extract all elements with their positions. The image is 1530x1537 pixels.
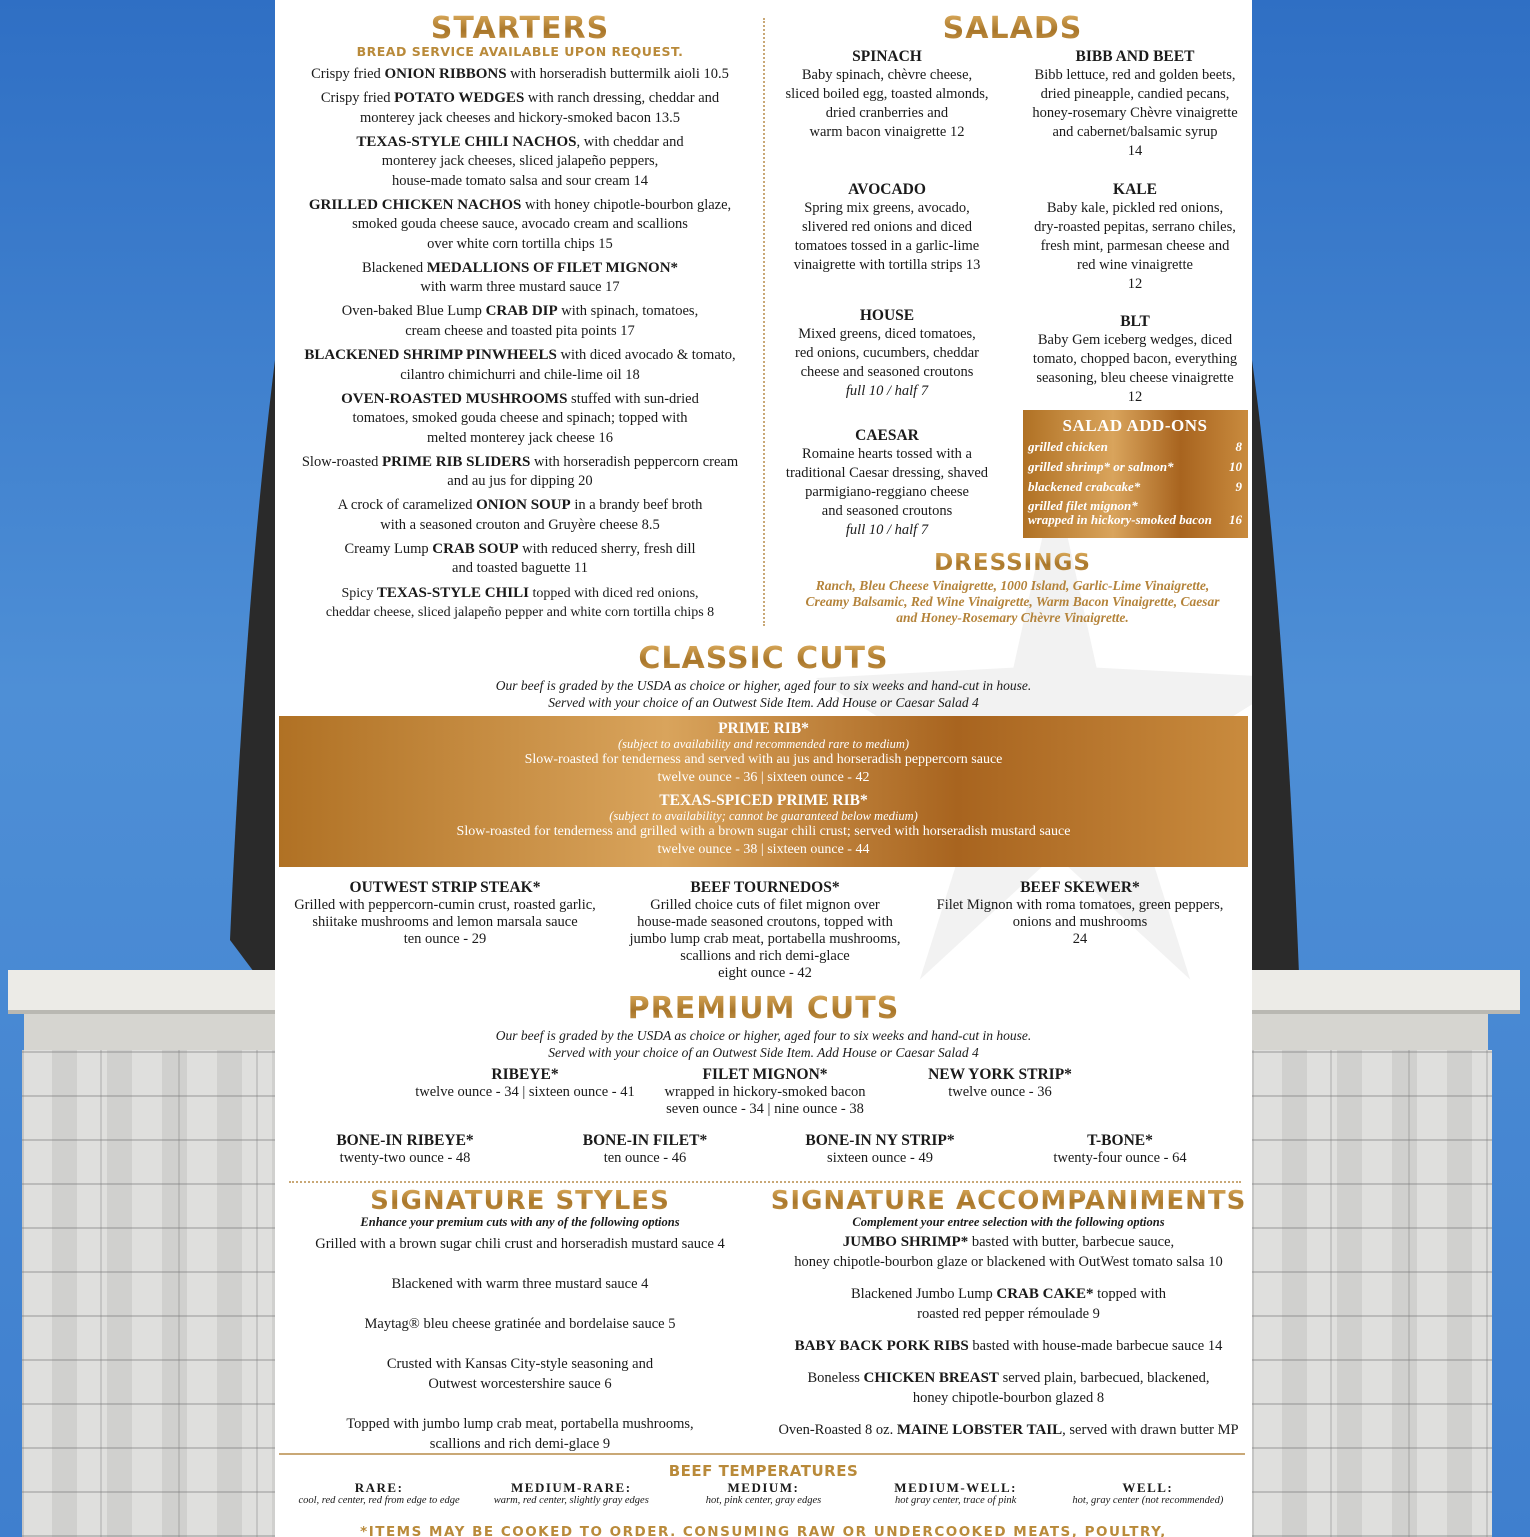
salad-desc-line: tomato, chopped bacon, everything — [1032, 351, 1238, 367]
addon-name: grilled shrimp* or salmon* — [1028, 459, 1174, 474]
signature-styles-title: SIGNATURE STYLES — [285, 1188, 755, 1214]
temp-desc: hot, gray center (not recommended) — [1072, 1495, 1224, 1506]
starter-pre: Spicy — [341, 585, 377, 601]
classic-note-1: Our beef is graded by the USDA as choice or higher, aged four to six weeks and hand-cut in house. — [495, 678, 1032, 693]
salad-name: CAESAR — [855, 427, 919, 444]
salad-addons-box — [1023, 410, 1248, 538]
cut-beef-tournedos — [605, 878, 925, 982]
style-item — [285, 1354, 755, 1394]
starter-name: BLACKENED SHRIMP PINWHEELS — [304, 347, 557, 364]
stone-cap2-right — [1252, 1014, 1488, 1050]
accomp-name: MAINE LOBSTER TAIL — [896, 1422, 1063, 1438]
accomp-item — [765, 1232, 1252, 1272]
starter-desc-line: smoked gouda cheese sauce, avocado cream and scallions — [352, 216, 688, 233]
salad-desc-line: parmigiano-reggiano cheese — [805, 484, 969, 500]
salad-desc-line: warm bacon vinaigrette 12 — [809, 124, 965, 140]
roof-right-shape — [1252, 360, 1300, 1000]
prime-rib-sub: (subject to availability and recommended rare to medium) — [617, 737, 910, 751]
starter-item — [285, 259, 755, 298]
temps-divider — [279, 1453, 1245, 1455]
cut-desc-line: sixteen ounce - 49 — [827, 1150, 933, 1166]
starter-item — [285, 390, 755, 449]
salad-house — [775, 306, 999, 401]
addons-title: SALAD ADD-ONS — [1062, 416, 1208, 435]
texas-prime-rib-sub: (subject to availability; cannot be guaranteed below medium) — [609, 809, 918, 823]
cut-name: BONE-IN FILET* — [582, 1132, 708, 1149]
salad-desc-line: Baby spinach, chèvre cheese, — [801, 67, 973, 83]
accomp-name: BABY BACK PORK RIBS — [794, 1338, 969, 1354]
temp-desc: hot gray center, trace of pink — [895, 1495, 1017, 1506]
temp-name: MEDIUM: — [727, 1480, 800, 1495]
starter-desc: , with cheddar and — [576, 133, 684, 150]
cut-name: RIBEYE* — [491, 1066, 559, 1083]
starter-desc-line: over white corn tortilla chips 15 — [427, 235, 613, 252]
accomp-line — [765, 1420, 1252, 1440]
starter-desc: with diced avocado & tomato, — [556, 347, 736, 364]
salad-desc-line: traditional Caesar dressing, shaved — [785, 465, 989, 481]
premium-divider — [289, 1181, 1241, 1183]
style-item — [285, 1314, 755, 1334]
accomp-line — [765, 1284, 1252, 1304]
starter-name: GRILLED CHICKEN NACHOS — [308, 196, 522, 213]
accomp-desc: basted with butter, barbecue sauce, — [968, 1234, 1175, 1250]
texas-prime-rib-name: TEXAS-SPICED PRIME RIB* — [659, 792, 868, 809]
starter-item — [285, 133, 755, 192]
accomp-desc-line: honey chipotle-bourbon glazed 8 — [912, 1390, 1105, 1406]
salad-name: SPINACH — [852, 48, 922, 65]
addon-price: 9 — [1235, 479, 1242, 494]
salad-name: BIBB AND BEET — [1075, 48, 1195, 65]
temp-desc: hot, pink center, gray edges — [705, 1495, 822, 1506]
salad-caesar — [775, 426, 999, 540]
addon-price: 10 — [1229, 459, 1242, 474]
salads-section — [775, 11, 1250, 46]
starter-item — [285, 584, 755, 623]
salad-desc-line: Bibb lettuce, red and golden beets, — [1034, 67, 1236, 83]
addon-row — [1028, 457, 1242, 477]
starters-list — [285, 65, 755, 623]
temp-name: MEDIUM-WELL: — [894, 1480, 1018, 1495]
premium-cuts-section — [275, 991, 1252, 1061]
starter-line — [285, 133, 755, 153]
salads-title: SALADS — [775, 14, 1250, 44]
salad-desc-line: Mixed greens, diced tomatoes, — [798, 326, 976, 342]
accomp-pre: Blackened Jumbo Lump — [851, 1286, 997, 1302]
salad-name: AVOCADO — [848, 181, 926, 198]
starter-item — [285, 65, 755, 85]
cut-desc-line: Grilled choice cuts of filet mignon over — [650, 897, 880, 913]
salad-bibb-beet — [1023, 47, 1247, 161]
style-line: Crusted with Kansas City-style seasoning and — [386, 1356, 654, 1372]
starter-desc-line: and toasted baguette 11 — [452, 560, 588, 577]
temp-item — [476, 1481, 666, 1507]
accomp-name: CRAB CAKE* — [996, 1286, 1094, 1302]
starter-pre: A crock of caramelized — [337, 497, 477, 514]
cut-desc-line: 24 — [1072, 931, 1088, 947]
accomp-desc: basted with house-made barbecue sauce 14 — [968, 1338, 1223, 1354]
style-line: Maytag® bleu cheese gratinée and bordelaise sauce 5 — [364, 1316, 676, 1332]
cut-name: OUTWEST STRIP STEAK* — [349, 879, 541, 896]
salad-desc-line: honey-rosemary Chèvre vinaigrette — [1032, 105, 1238, 121]
beef-temperatures-section — [275, 1462, 1252, 1507]
signature-accomp-list — [765, 1232, 1252, 1440]
salad-name: BLT — [1120, 313, 1150, 330]
starter-desc: with ranch dressing, cheddar and — [524, 90, 720, 107]
texas-prime-rib-desc: Slow-roasted for tenderness and grilled with a brown sugar chili crust; served with horseradish mustard sauce — [456, 824, 1071, 839]
signature-accomp-title: SIGNATURE ACCOMPANIMENTS — [765, 1188, 1252, 1214]
classic-cuts-section — [275, 641, 1252, 711]
cut-name: BONE-IN NY STRIP* — [805, 1132, 955, 1149]
cut-name: FILET MIGNON* — [702, 1066, 828, 1083]
starter-line — [285, 346, 755, 366]
starter-desc-line: house-made tomato salsa and sour cream 14 — [391, 172, 649, 189]
classic-cuts-title: CLASSIC CUTS — [275, 644, 1252, 674]
salad-desc-line: 12 — [1127, 389, 1143, 405]
starters-title: STARTERS — [285, 14, 755, 44]
starter-desc: in a brandy beef broth — [570, 497, 703, 514]
accomp-item — [765, 1420, 1252, 1440]
temp-name: WELL: — [1122, 1480, 1174, 1495]
cut-desc-line: twelve ounce - 36 — [948, 1084, 1052, 1100]
cut-desc-line: onions and mushrooms — [1012, 914, 1148, 930]
starter-item — [285, 302, 755, 341]
dressing-line: Ranch, Bleu Cheese Vinaigrette, 1000 Island, Garlic-Lime Vinaigrette, — [815, 578, 1210, 593]
accomp-item — [765, 1284, 1252, 1324]
starter-pre: Crispy fried — [320, 90, 395, 107]
accomp-name: CHICKEN BREAST — [863, 1370, 999, 1386]
salad-desc-line: 14 — [1127, 143, 1143, 159]
starter-desc-line: cream cheese and toasted pita points 17 — [405, 322, 635, 339]
style-line: Outwest worcestershire sauce 6 — [428, 1376, 612, 1392]
stone-wall-left — [22, 1050, 275, 1537]
accomp-line — [765, 1368, 1252, 1388]
cut-desc-line: ten ounce - 29 — [403, 931, 487, 947]
addon-row — [1028, 437, 1242, 457]
cut-desc-line: house-made seasoned croutons, topped with — [637, 914, 893, 930]
starter-name: POTATO WEDGES — [394, 90, 525, 107]
salad-price: full 10 / half 7 — [845, 522, 929, 538]
cut-name: BONE-IN RIBEYE* — [336, 1132, 474, 1149]
temp-item — [861, 1481, 1051, 1507]
starter-name: TEXAS-STYLE CHILI NACHOS — [356, 133, 577, 150]
accomp-desc-line: roasted red pepper rémoulade 9 — [917, 1306, 1100, 1322]
addon-price: 8 — [1235, 439, 1242, 454]
salad-avocado — [775, 180, 999, 275]
starter-name: OVEN-ROASTED MUSHROOMS — [341, 390, 568, 407]
salad-desc-line: seasoning, bleu cheese vinaigrette — [1036, 370, 1234, 386]
temp-name: RARE: — [354, 1480, 404, 1495]
starter-desc-line: monterey jack cheeses, sliced jalapeño peppers, — [381, 153, 659, 170]
addon-row — [1028, 477, 1242, 497]
starter-line — [285, 390, 755, 410]
addon-name: grilled filet mignon* — [1028, 498, 1138, 513]
starter-name: PRIME RIB SLIDERS — [382, 453, 531, 470]
starter-name: ONION RIBBONS — [384, 66, 507, 82]
beef-temps-title: BEEF TEMPERATURES — [668, 1462, 859, 1480]
starter-line — [285, 453, 755, 473]
addon-name: grilled chicken — [1028, 439, 1108, 454]
cut-bone-in-ny-strip — [780, 1131, 980, 1167]
cut-desc-line: ten ounce - 46 — [603, 1150, 687, 1166]
stone-wall-right — [1252, 1050, 1492, 1537]
cut-t-bone — [1020, 1131, 1220, 1167]
salad-desc-line: slivered red onions and diced — [802, 219, 972, 235]
starter-pre: Oven-baked Blue Lump — [341, 303, 486, 320]
salad-desc-line: vinaigrette with tortilla strips 13 — [793, 257, 981, 273]
accomp-item — [765, 1336, 1252, 1356]
starter-desc: with horseradish peppercorn cream — [530, 453, 739, 470]
cut-desc-line: jumbo lump crab meat, portabella mushrooms, — [629, 931, 901, 947]
starter-desc-line: with warm three mustard sauce 17 — [420, 279, 620, 296]
cut-bone-in-filet — [545, 1131, 745, 1167]
starter-desc: with honey chipotle-bourbon glaze, — [521, 196, 732, 213]
signature-styles-section — [285, 1188, 755, 1454]
starter-pre: Creamy Lump — [344, 540, 433, 557]
salad-desc-line: Baby kale, pickled red onions, — [1046, 200, 1224, 216]
starter-item — [285, 453, 755, 492]
starter-desc-line: cheddar cheese, sliced jalapeño pepper and white corn tortilla chips 8 — [325, 605, 715, 621]
cut-desc-line: shiitake mushrooms and lemon marsala sauce — [312, 914, 578, 930]
starter-desc-line: with a seasoned crouton and Gruyère cheese 8.5 — [380, 516, 660, 533]
signature-accomp-sub: Complement your entree selection with the following options — [852, 1215, 1165, 1229]
starter-line — [285, 259, 755, 279]
accomp-line — [765, 1336, 1252, 1356]
cut-desc-line: Grilled with peppercorn-cumin crust, roasted garlic, — [294, 897, 596, 913]
starter-pre: Crispy fried — [311, 66, 385, 82]
addon-name: wrapped in hickory-smoked bacon — [1028, 512, 1212, 527]
starter-item — [285, 196, 755, 255]
cut-name: BEEF TOURNEDOS* — [690, 879, 840, 896]
prime-rib-box — [279, 716, 1248, 867]
dressing-line: and Honey-Rosemary Chèvre Vinaigrette. — [896, 610, 1129, 625]
style-item — [285, 1234, 755, 1254]
salad-desc-line: 12 — [1127, 276, 1143, 292]
addon-row — [1028, 513, 1242, 527]
cut-desc-line: Filet Mignon with roma tomatoes, green peppers, — [936, 897, 1224, 913]
starter-line — [285, 89, 755, 109]
style-line: scallions and rich demi-glace 9 — [429, 1436, 611, 1452]
stone-cap-right — [1252, 970, 1520, 1014]
cut-ribeye — [405, 1065, 645, 1101]
accomp-desc: served plain, barbecued, blackened, — [998, 1370, 1210, 1386]
starter-desc: topped with diced red onions, — [529, 585, 699, 601]
accomp-item — [765, 1368, 1252, 1408]
starter-line — [285, 496, 755, 516]
salad-desc-line: dry-roasted pepitas, serrano chiles, — [1034, 219, 1236, 235]
salad-name: HOUSE — [859, 307, 915, 324]
salad-kale — [1023, 180, 1247, 294]
style-line: Grilled with a brown sugar chili crust and horseradish mustard sauce 4 — [315, 1236, 725, 1252]
starter-line — [285, 584, 755, 604]
starter-line — [285, 302, 755, 322]
starter-item — [285, 540, 755, 579]
cut-desc-line: wrapped in hickory-smoked bacon — [664, 1084, 866, 1100]
stone-cap2-left — [24, 1014, 275, 1050]
starter-name: CRAB DIP — [485, 303, 558, 320]
salad-desc-line: red wine vinaigrette — [1077, 257, 1193, 273]
salad-desc-line: fresh mint, parmesan cheese and — [1040, 238, 1230, 254]
premium-note-2: Served with your choice of an Outwest Side Item. Add House or Caesar Salad 4 — [548, 1045, 979, 1060]
starter-desc-line: monterey jack cheeses and hickory-smoked bacon 13.5 — [359, 109, 681, 126]
starter-desc-line: melted monterey jack cheese 16 — [426, 429, 613, 446]
signature-accomp-section — [765, 1188, 1252, 1440]
cut-name: T-BONE* — [1087, 1132, 1153, 1149]
salad-name: KALE — [1113, 181, 1157, 198]
dressing-line: Creamy Balsamic, Red Wine Vinaigrette, Warm Bacon Vinaigrette, Caesar — [805, 594, 1220, 609]
starter-name: CRAB SOUP — [432, 540, 519, 557]
starter-desc-line: tomatoes, smoked gouda cheese and spinach; topped with — [352, 410, 688, 427]
texas-prime-rib-price: twelve ounce - 38 | sixteen ounce - 44 — [657, 842, 870, 857]
cut-desc-line: twelve ounce - 34 | sixteen ounce - 41 — [415, 1084, 635, 1100]
accomp-pre: Oven-Roasted 8 oz. — [778, 1422, 897, 1438]
accomp-desc-line: honey chipotle-bourbon glaze or blackened with OutWest tomato salsa 10 — [794, 1254, 1223, 1270]
starter-desc: stuffed with sun-dried — [567, 390, 699, 407]
accomp-desc: , served with drawn butter MP — [1062, 1422, 1239, 1438]
style-line: Blackened with warm three mustard sauce 4 — [391, 1276, 649, 1292]
starter-desc: with spinach, tomatoes, — [557, 303, 699, 320]
starter-line — [285, 540, 755, 560]
signature-styles-list — [285, 1234, 755, 1454]
salad-blt — [1023, 312, 1247, 407]
accomp-desc: topped with — [1093, 1286, 1166, 1302]
menu-page — [275, 0, 1252, 1537]
starters-section — [285, 11, 755, 627]
beef-temps-row — [275, 1481, 1252, 1507]
temp-desc: cool, red center, red from edge to edge — [298, 1495, 460, 1506]
salad-desc-line: sliced boiled egg, toasted almonds, — [785, 86, 989, 102]
cut-name: BEEF SKEWER* — [1020, 879, 1140, 896]
prime-rib-price: twelve ounce - 36 | sixteen ounce - 42 — [657, 770, 870, 785]
starter-desc: with reduced sherry, fresh dill — [518, 540, 696, 557]
starter-pre: Slow-roasted — [301, 453, 382, 470]
dressings-title: DRESSINGS — [775, 552, 1250, 575]
dressings-list — [775, 578, 1250, 626]
cut-desc-line: scallions and rich demi-glace — [680, 948, 850, 964]
cut-filet-mignon — [645, 1065, 885, 1118]
starter-name: ONION SOUP — [476, 497, 571, 514]
cut-desc-line: eight ounce - 42 — [718, 965, 812, 981]
starters-subtitle: BREAD SERVICE AVAILABLE UPON REQUEST. — [356, 44, 684, 59]
cut-desc-line: twenty-two ounce - 48 — [339, 1150, 471, 1166]
starter-desc-line: and au jus for dipping 20 — [447, 473, 593, 490]
dressings-section — [775, 552, 1250, 626]
starter-line — [285, 65, 755, 85]
style-item — [285, 1414, 755, 1454]
cut-name: NEW YORK STRIP* — [928, 1066, 1072, 1083]
addons-list — [1028, 437, 1242, 527]
starter-name: MEDALLIONS OF FILET MIGNON* — [426, 259, 679, 276]
column-divider — [763, 18, 765, 626]
classic-note-2: Served with your choice of an Outwest Side Item. Add House or Caesar Salad 4 — [548, 695, 979, 710]
starter-item — [285, 496, 755, 535]
temp-name: MEDIUM-RARE: — [511, 1480, 632, 1495]
footer-disclaimer: *ITEMS MAY BE COOKED TO ORDER. CONSUMING RAW OR UNDERCOOKED MEATS, POULTRY, — [360, 1524, 1167, 1537]
cut-bone-in-ribeye — [305, 1131, 505, 1167]
salad-price: full 10 / half 7 — [845, 383, 929, 399]
salad-desc-line: cheese and seasoned croutons — [800, 364, 974, 380]
starter-item — [285, 89, 755, 128]
temp-item — [284, 1481, 474, 1507]
starter-desc-line: cilantro chimichurri and chile-lime oil 18 — [400, 366, 640, 383]
signature-styles-sub: Enhance your premium cuts with any of the following options — [360, 1215, 680, 1229]
salad-desc-line: tomatoes tossed in a garlic-lime — [794, 238, 980, 254]
temp-item — [668, 1481, 858, 1507]
addon-name: blackened crabcake* — [1028, 479, 1141, 494]
premium-note-1: Our beef is graded by the USDA as choice or higher, aged four to six weeks and hand-cut in house. — [495, 1028, 1032, 1043]
salad-spinach — [775, 47, 999, 142]
salad-desc-line: and cabernet/balsamic syrup — [1052, 124, 1218, 140]
salad-desc-line: dried pineapple, candied pecans, — [1040, 86, 1230, 102]
salad-desc-line: Spring mix greens, avocado, — [804, 200, 970, 216]
style-item — [285, 1274, 755, 1294]
cut-outwest-strip — [285, 878, 605, 948]
starter-item — [285, 346, 755, 385]
starter-pre: Blackened — [361, 259, 427, 276]
salad-desc-line: dried cranberries and — [825, 105, 949, 121]
salad-desc-line: red onions, cucumbers, cheddar — [794, 345, 979, 361]
cut-desc-line: seven ounce - 34 | nine ounce - 38 — [666, 1101, 864, 1117]
cut-new-york-strip — [895, 1065, 1105, 1101]
accomp-name: JUMBO SHRIMP* — [842, 1234, 969, 1250]
accomp-line — [765, 1232, 1252, 1252]
cut-beef-skewer — [925, 878, 1235, 948]
starter-desc: with horseradish buttermilk aioli 10.5 — [506, 66, 729, 82]
premium-cuts-title: PREMIUM CUTS — [275, 994, 1252, 1024]
salad-desc-line: Baby Gem iceberg wedges, diced — [1037, 332, 1233, 348]
addon-price: 16 — [1229, 512, 1242, 527]
prime-rib-name: PRIME RIB* — [718, 720, 809, 737]
starter-line — [285, 196, 755, 216]
style-line: Topped with jumbo lump crab meat, portabella mushrooms, — [346, 1416, 694, 1432]
starter-name: TEXAS-STYLE CHILI — [376, 584, 529, 601]
accomp-pre: Boneless — [807, 1370, 864, 1386]
temp-desc: warm, red center, slightly gray edges — [493, 1495, 649, 1506]
temp-item — [1053, 1481, 1243, 1507]
stone-cap-left — [8, 970, 275, 1014]
salad-desc-line: Romaine hearts tossed with a — [802, 446, 972, 462]
prime-rib-desc: Slow-roasted for tenderness and served with au jus and horseradish peppercorn sauce — [524, 752, 1003, 767]
roof-left-shape — [230, 360, 275, 1000]
cut-desc-line: twenty-four ounce - 64 — [1053, 1150, 1187, 1166]
salad-desc-line: and seasoned croutons — [821, 503, 953, 519]
